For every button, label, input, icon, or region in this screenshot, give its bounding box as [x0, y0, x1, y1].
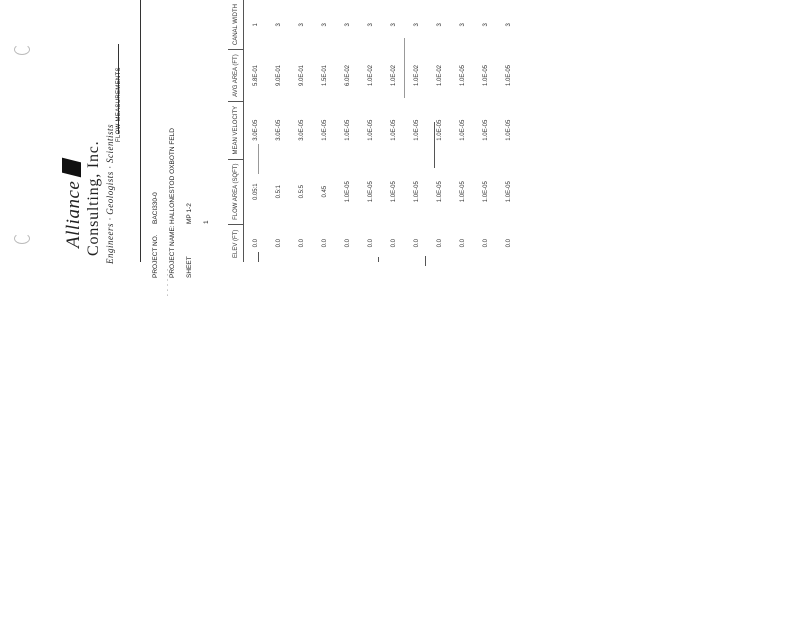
table-cell: 1.5E-01 — [321, 64, 328, 86]
stamp-marks: - - - - - - — [165, 268, 171, 296]
table-cell: 1.0E-05 — [505, 119, 512, 141]
table-cell: 3 — [344, 23, 351, 27]
table-cell: 3.0E-05 — [252, 119, 259, 141]
table-cell: 3 — [459, 23, 466, 27]
table-cell: 9.0E-01 — [298, 64, 305, 86]
table-cell: 1 — [252, 23, 259, 27]
row-separator — [258, 252, 259, 262]
table-cell: 3 — [298, 23, 305, 27]
table-cell: 0.0 — [482, 239, 489, 248]
table-cell: 3.0E-05 — [275, 119, 282, 141]
table-cell: 3 — [275, 23, 282, 27]
table-cell: 3 — [367, 23, 374, 27]
project-number-row — [152, 128, 159, 278]
table-row — [451, 0, 474, 262]
table-cell: 3 — [482, 23, 489, 27]
table-cell: 1.0E-05 — [413, 181, 420, 203]
header-rule — [140, 0, 141, 262]
table-cell: 0.0 — [298, 239, 305, 248]
column-header: MEAN VELOCITY — [228, 101, 244, 159]
company-logo-icon — [62, 157, 81, 177]
table-row — [359, 0, 382, 262]
project-number-value: BACI330-0 — [152, 192, 159, 224]
punch-hole-icon — [14, 44, 30, 55]
table-cell: 3 — [436, 23, 443, 27]
table-cell: 1.0E-02 — [367, 64, 374, 86]
project-name-value: HALLONESTOD OXBOTN FELD — [169, 128, 176, 224]
project-name-label: PROJECT NAME: — [169, 225, 176, 278]
table-row — [405, 0, 428, 262]
table-cell: 0.5:5 — [298, 185, 305, 199]
company-logo-block — [62, 84, 115, 264]
table-cell: 0.0 — [390, 239, 397, 248]
table-cell: 1.0E-05 — [436, 181, 443, 203]
table-cell: 0.0 — [436, 239, 443, 248]
table-row — [428, 0, 451, 262]
row-separator — [425, 256, 426, 266]
table-row — [290, 0, 313, 262]
table-cell: 1.0E-05 — [344, 119, 351, 141]
table-cell: 0.05:1 — [252, 183, 259, 201]
table-cell: 1.0E-05 — [367, 181, 374, 203]
project-name-row-2 — [186, 128, 193, 278]
table-cell: 1.0E-05 — [459, 64, 466, 86]
table-cell: 1.0E-05 — [482, 64, 489, 86]
table-cell: 1.0E-05 — [505, 181, 512, 203]
table-cell: 1.0E-05 — [436, 119, 443, 141]
table-header-row — [228, 0, 244, 262]
table-cell: 0.5:1 — [275, 185, 282, 199]
row-separator — [378, 257, 379, 262]
column-header: AVG AREA (FT) — [228, 50, 244, 102]
table-cell: 0.0 — [252, 239, 259, 248]
table-cell: 3 — [505, 23, 512, 27]
table-cell: 1.0E-05 — [505, 64, 512, 86]
table-cell: 9.0E-01 — [275, 64, 282, 86]
table-cell: 1.0E-05 — [321, 119, 328, 141]
column-header: ELEV (FT) — [228, 224, 244, 262]
sheet-title: FLOW MEASUREMENTS — [116, 67, 122, 142]
table-cell: 3.0E-05 — [298, 119, 305, 141]
sheet-label: SHEET — [186, 256, 193, 278]
table-cell: 1.0E-05 — [459, 181, 466, 203]
row-separator — [434, 122, 435, 168]
table-cell: 1.0E-02 — [390, 64, 397, 86]
table-cell: 0.0 — [413, 239, 420, 248]
table-cell: 1.0E-05 — [390, 119, 397, 141]
table-cell: 0.0 — [275, 239, 282, 248]
table-cell: 0.0 — [321, 239, 328, 248]
table-cell: 1.0E-05 — [413, 119, 420, 141]
table-cell: 0.0 — [459, 239, 466, 248]
company-name-line2: Consulting, Inc. — [85, 140, 102, 256]
table-cell: 0.45 — [321, 185, 328, 198]
punch-hole-icon — [14, 233, 30, 244]
table-cell: 6.0E-02 — [344, 64, 351, 86]
table-row — [267, 0, 290, 262]
row-separator — [404, 38, 405, 98]
table-cell: 1.0E-05 — [459, 119, 466, 141]
table-row — [313, 0, 336, 262]
table-cell: 1.0E-05 — [482, 119, 489, 141]
table-cell: 3 — [413, 23, 420, 27]
table-cell: 5.8E-01 — [252, 64, 259, 86]
table-cell: 1.0E-05 — [344, 181, 351, 203]
project-number-label: PROJECT NO. — [152, 234, 159, 278]
table-cell: 0.0 — [505, 239, 512, 248]
sheet-value: 1 — [203, 220, 210, 224]
table-row — [244, 0, 268, 262]
table-cell: 1.0E-05 — [367, 119, 374, 141]
project-name-value-2: MP 1-2 — [186, 203, 193, 224]
row-separator — [258, 144, 259, 174]
company-tagline: Engineers · Geologists · Scientists — [105, 124, 115, 264]
table-cell: 3 — [390, 23, 397, 27]
measurement-table — [228, 0, 520, 262]
table-row — [474, 0, 497, 262]
column-header: FLOW AREA (SQFT) — [228, 159, 244, 224]
table-row — [497, 0, 520, 262]
project-info — [152, 128, 220, 278]
table-row — [336, 0, 359, 262]
table-cell: 0.0 — [344, 239, 351, 248]
table-cell: 0.0 — [367, 239, 374, 248]
table-cell: 1.0E-05 — [482, 181, 489, 203]
company-name-line1: Alliance — [62, 84, 83, 248]
table-cell: 1.0E-02 — [413, 64, 420, 86]
sheet-row — [203, 128, 210, 278]
table-cell: 1.0E-05 — [390, 181, 397, 203]
table-row — [382, 0, 405, 262]
table-cell: 1.0E-02 — [436, 64, 443, 86]
column-header: CANAL WIDTH — [228, 0, 244, 50]
table-cell: 3 — [321, 23, 328, 27]
